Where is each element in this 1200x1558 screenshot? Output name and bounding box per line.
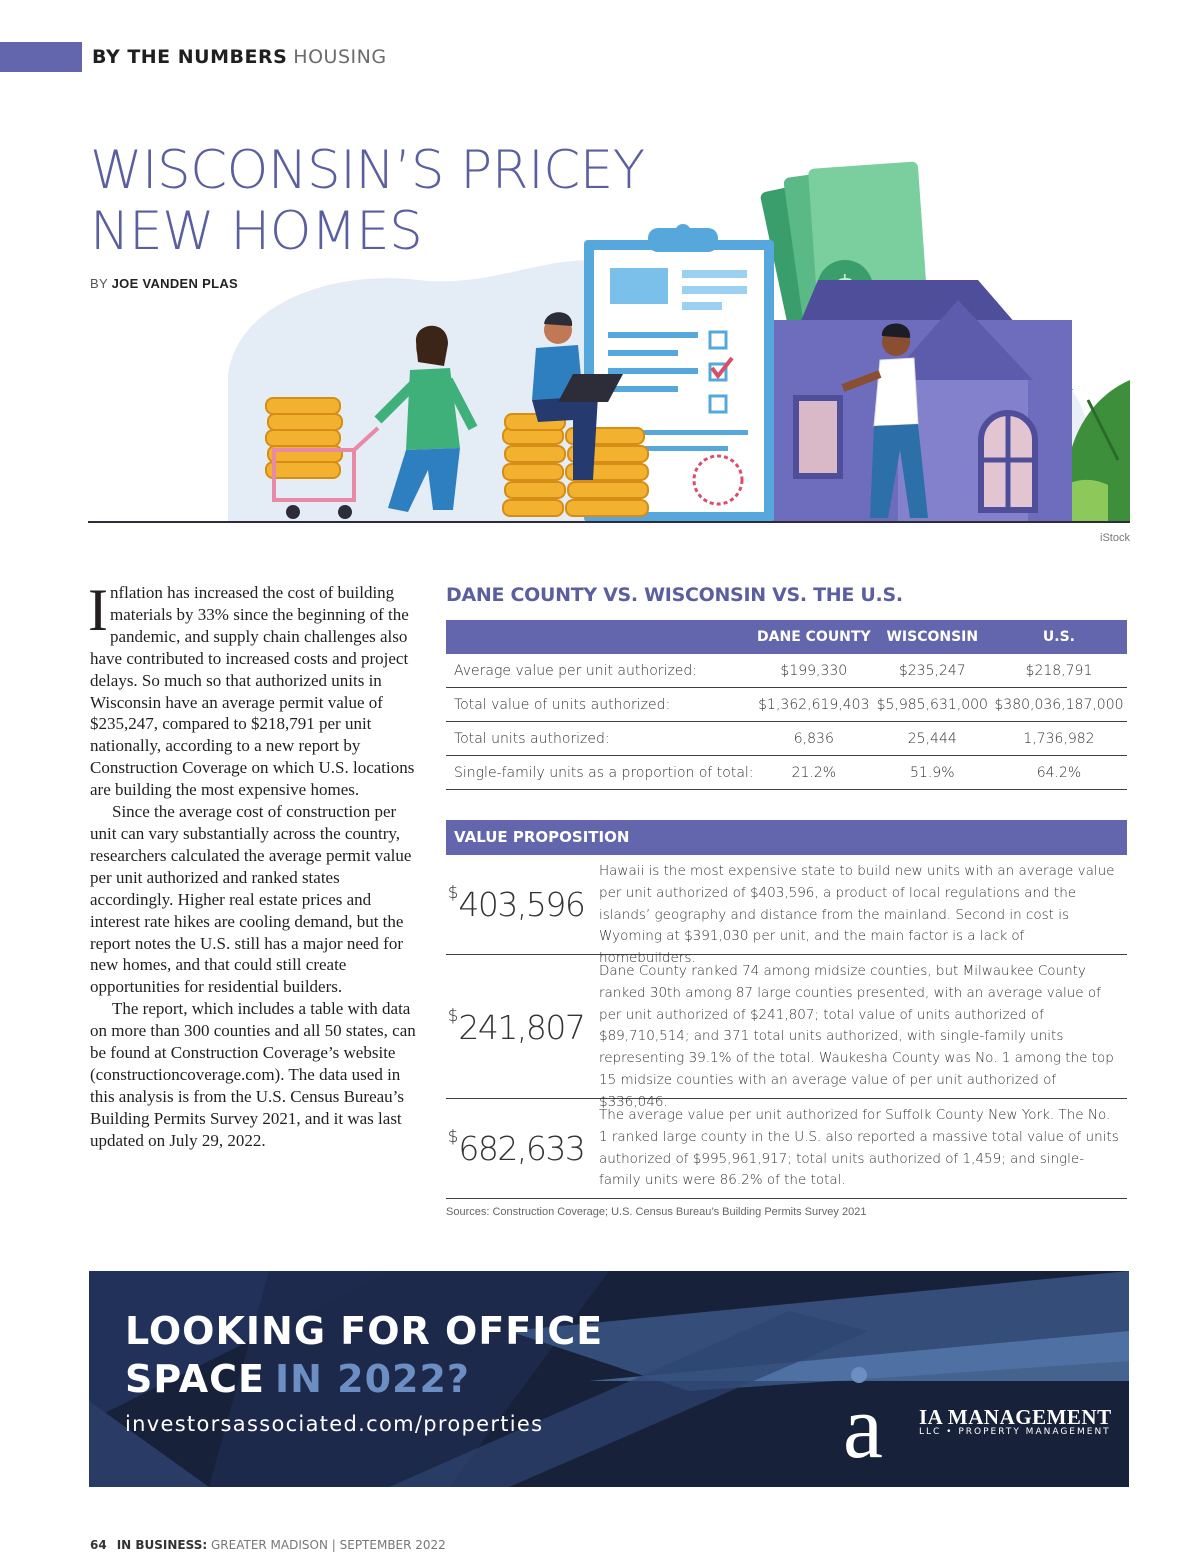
table-cell: 6,836 bbox=[754, 722, 874, 756]
table-cell: $199,330 bbox=[754, 654, 874, 688]
ad-url-link[interactable]: investorsassociated.com/properties bbox=[125, 1412, 544, 1436]
value-description: Hawaii is the most expensive state to build new units with an average value per unit authorized of $403,596, a product of local regulations and the islands’ geography and distance from the mainland. Second in cost is Wyoming at $391,030 per unit, and the main factor is a lack of homebuilders. bbox=[599, 863, 1115, 967]
section-name: BY THE NUMBERS bbox=[92, 46, 288, 68]
ad-brand-tagline: LLC • PROPERTY MANAGEMENT bbox=[919, 1427, 1111, 1437]
value-proposition-item bbox=[446, 955, 1127, 1110]
issue-info: GREATER MADISON | SEPTEMBER 2022 bbox=[211, 1538, 446, 1552]
ad-headline-word: SPACE bbox=[125, 1357, 265, 1401]
value-amount bbox=[446, 885, 586, 924]
subsection-name: HOUSING bbox=[293, 46, 387, 68]
table-cell: 25,444 bbox=[874, 722, 991, 756]
table-row-label: Total value of units authorized: bbox=[446, 688, 754, 722]
table-header-us: U.S. bbox=[991, 620, 1127, 654]
article-paragraph-1 bbox=[88, 577, 416, 801]
page-footer bbox=[90, 1538, 446, 1552]
table-header-empty bbox=[446, 620, 754, 654]
ad-headline-highlight: IN 2022? bbox=[275, 1357, 470, 1401]
article-body bbox=[88, 577, 416, 1152]
value-description: Dane County ranked 74 among midsize counties, but Milwaukee County ranked 30th among 87 large counties presented, with an average value of per unit authorized of $241,807; total value of units authorized of $89,710,514; and 371 total units authorized, with single-family units representing 39.1% of the total. Waukesha County was No. 1 among the top 15 midsize counties with an average value of per unit authorized of $336,046. bbox=[599, 963, 1114, 1110]
table-cell: $1,362,619,403 bbox=[754, 688, 874, 722]
table-row-label: Single-family units as a proportion of total: bbox=[446, 756, 754, 790]
table-cell: $235,247 bbox=[874, 654, 991, 688]
article-title-line-2: NEW HOMES bbox=[90, 201, 423, 262]
currency-symbol: $ bbox=[447, 1127, 459, 1147]
value-proposition-item bbox=[446, 1099, 1127, 1199]
byline-prefix: BY bbox=[90, 276, 108, 291]
article-paragraph-2: Since the average cost of construction per unit can vary substantially across the country, researchers calculated the average permit value per unit authorized and ranked states accordingly. Higher real estate prices and interest rate hikes are cooling demand, but the report notes the U.S. still has a major need for new homes, and that could still create opportunities for residential builders. bbox=[90, 802, 412, 997]
article-title-line-1: WISCONSIN’S PRICEY bbox=[90, 140, 645, 201]
table-header-dane-county: DANE COUNTY bbox=[754, 620, 874, 654]
ad-headline-line-1: LOOKING FOR OFFICE bbox=[125, 1309, 604, 1353]
magazine-name: IN BUSINESS: bbox=[116, 1538, 208, 1552]
byline bbox=[90, 276, 238, 291]
table-header-wisconsin: WISCONSIN bbox=[874, 620, 991, 654]
currency-symbol: $ bbox=[447, 1006, 459, 1026]
table-row bbox=[446, 722, 1127, 756]
table-cell: $218,791 bbox=[991, 654, 1127, 688]
value-proposition-header: VALUE PROPOSITION bbox=[446, 820, 1127, 855]
table-row bbox=[446, 688, 1127, 722]
article-paragraph-3: The report, which includes a table with data on more than 300 counties and all 50 states, can be found at Construction Coverage’s website (constructioncoverage.com). The data used in this analysis is from the U.S. Census Bureau’s Building Permits Survey 2021, and it was last updated on July 29, 2022. bbox=[90, 999, 416, 1150]
table-header-row bbox=[446, 620, 1127, 654]
amount-number: 241,807 bbox=[458, 1008, 585, 1047]
drop-cap: I bbox=[88, 577, 108, 643]
section-header bbox=[92, 46, 387, 68]
table-cell: 64.2% bbox=[991, 756, 1127, 790]
currency-symbol: $ bbox=[447, 883, 459, 903]
section-color-bar bbox=[0, 42, 82, 72]
amount-number: 682,633 bbox=[458, 1129, 585, 1168]
table-row-label: Average value per unit authorized: bbox=[446, 654, 754, 688]
table-cell: $380,036,187,000 bbox=[991, 688, 1127, 722]
image-credit: iStock bbox=[1100, 532, 1130, 544]
table-row bbox=[446, 756, 1127, 790]
table-cell: $5,985,631,000 bbox=[874, 688, 991, 722]
value-amount bbox=[446, 1129, 586, 1168]
table-row bbox=[446, 654, 1127, 688]
amount-number: 403,596 bbox=[458, 885, 585, 924]
table-cell: 51.9% bbox=[874, 756, 991, 790]
page-number: 64 bbox=[90, 1538, 107, 1552]
value-description: The average value per unit authorized for Suffolk County New York. The No. 1 ranked large county in the U.S. also reported a massive total value of units authorized of $995,961,917; total units authorized of 1,459; and single-family units were 86.2% of the total. bbox=[599, 1107, 1119, 1189]
value-proposition-item bbox=[446, 855, 1127, 967]
table-cell: 1,736,982 bbox=[991, 722, 1127, 756]
sources-note: Sources: Construction Coverage; U.S. Census Bureau’s Building Permits Survey 2021 bbox=[446, 1206, 867, 1218]
svg-text:a: a bbox=[843, 1378, 883, 1467]
article-paragraph-1-text: nflation has increased the cost of building materials by 33% since the beginning of the pandemic, and supply chain challenges also have contributed to increased costs and project delays. So much so that authorized units in Wisconsin have an average permit value of $235,247, compared to $218,791 per unit nationally, according to a new report by Construction Coverage on which U.S. locations are building the most expensive homes. bbox=[90, 583, 415, 800]
value-amount bbox=[446, 1008, 586, 1047]
table-cell: 21.2% bbox=[754, 756, 874, 790]
author-name: JOE VANDEN PLAS bbox=[111, 276, 238, 291]
advertisement-banner[interactable] bbox=[89, 1271, 1129, 1487]
ad-brand-name: IA MANAGEMENT bbox=[919, 1405, 1112, 1429]
comparison-table bbox=[446, 620, 1127, 790]
article-title bbox=[90, 140, 650, 262]
comparison-table-title: DANE COUNTY VS. WISCONSIN VS. THE U.S. bbox=[446, 584, 903, 606]
ad-headline-line-2 bbox=[125, 1357, 470, 1401]
table-row-label: Total units authorized: bbox=[446, 722, 754, 756]
